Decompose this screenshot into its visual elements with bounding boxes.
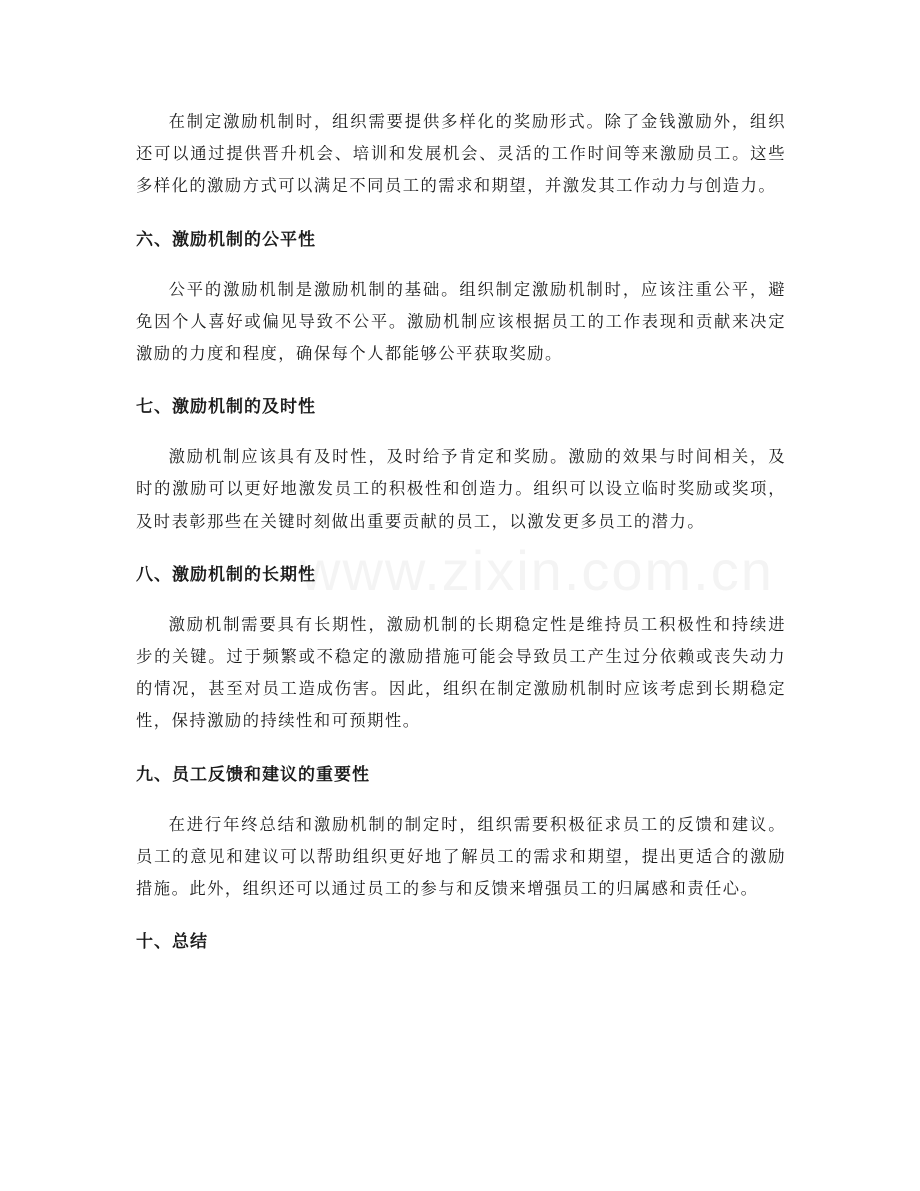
section-heading-feedback: 九、员工反馈和建议的重要性 <box>136 764 370 785</box>
section-body-timeliness: 激励机制应该具有及时性，及时给予肯定和奖励。激励的效果与时间相关，及时的激励可以更好地激发员工的积极性和创造力。组织可以设立临时奖励或奖项，及时表彰那些在关键时刻做出重要贡献的员工，以激发更多员工的潜力。 <box>136 447 786 531</box>
watermark: www.zixin.com.cn <box>300 539 774 602</box>
section-heading-fairness: 六、激励机制的公平性 <box>136 229 316 250</box>
section-heading-long-term: 八、激励机制的长期性 <box>136 564 316 585</box>
section-heading-summary: 十、总结 <box>136 932 208 953</box>
section-body-fairness: 公平的激励机制是激励机制的基础。组织制定激励机制时，应该注重公平，避免因个人喜好或偏见导致不公平。激励机制应该根据员工的工作表现和贡献来决定激励的力度和程度，确保每个人都能够公平获取奖励。 <box>136 279 786 364</box>
section-body-feedback: 在进行年终总结和激励机制的制定时，组织需要积极征求员工的反馈和建议。员工的意见和建议可以帮助组织更好地了解员工的需求和期望，提出更适合的激励措施。此外，组织还可以通过员工的参与和反馈来增强员工的归属感和责任心。 <box>136 814 786 899</box>
section-heading-timeliness: 七、激励机制的及时性 <box>136 397 316 418</box>
intro-paragraph: 在制定激励机制时，组织需要提供多样化的奖励形式。除了金钱激励外，组织还可以通过提供晋升机会、培训和发展机会、灵活的工作时间等来激励员工。这些多样化的激励方式可以满足不同员工的需求和期望，并激发其工作动力与创造力。 <box>136 112 786 196</box>
section-body-long-term: 激励机制需要具有长期性，激励机制的长期稳定性是维持员工积极性和持续进步的关键。过于频繁或不稳定的激励措施可能会导致员工产生过分依赖或丧失动力的情况，甚至对员工造成伤害。因此，组织在制定激励机制时应该考虑到长期稳定性，保持激励的持续性和可预期性。 <box>136 614 786 731</box>
document-body <box>136 106 786 976</box>
